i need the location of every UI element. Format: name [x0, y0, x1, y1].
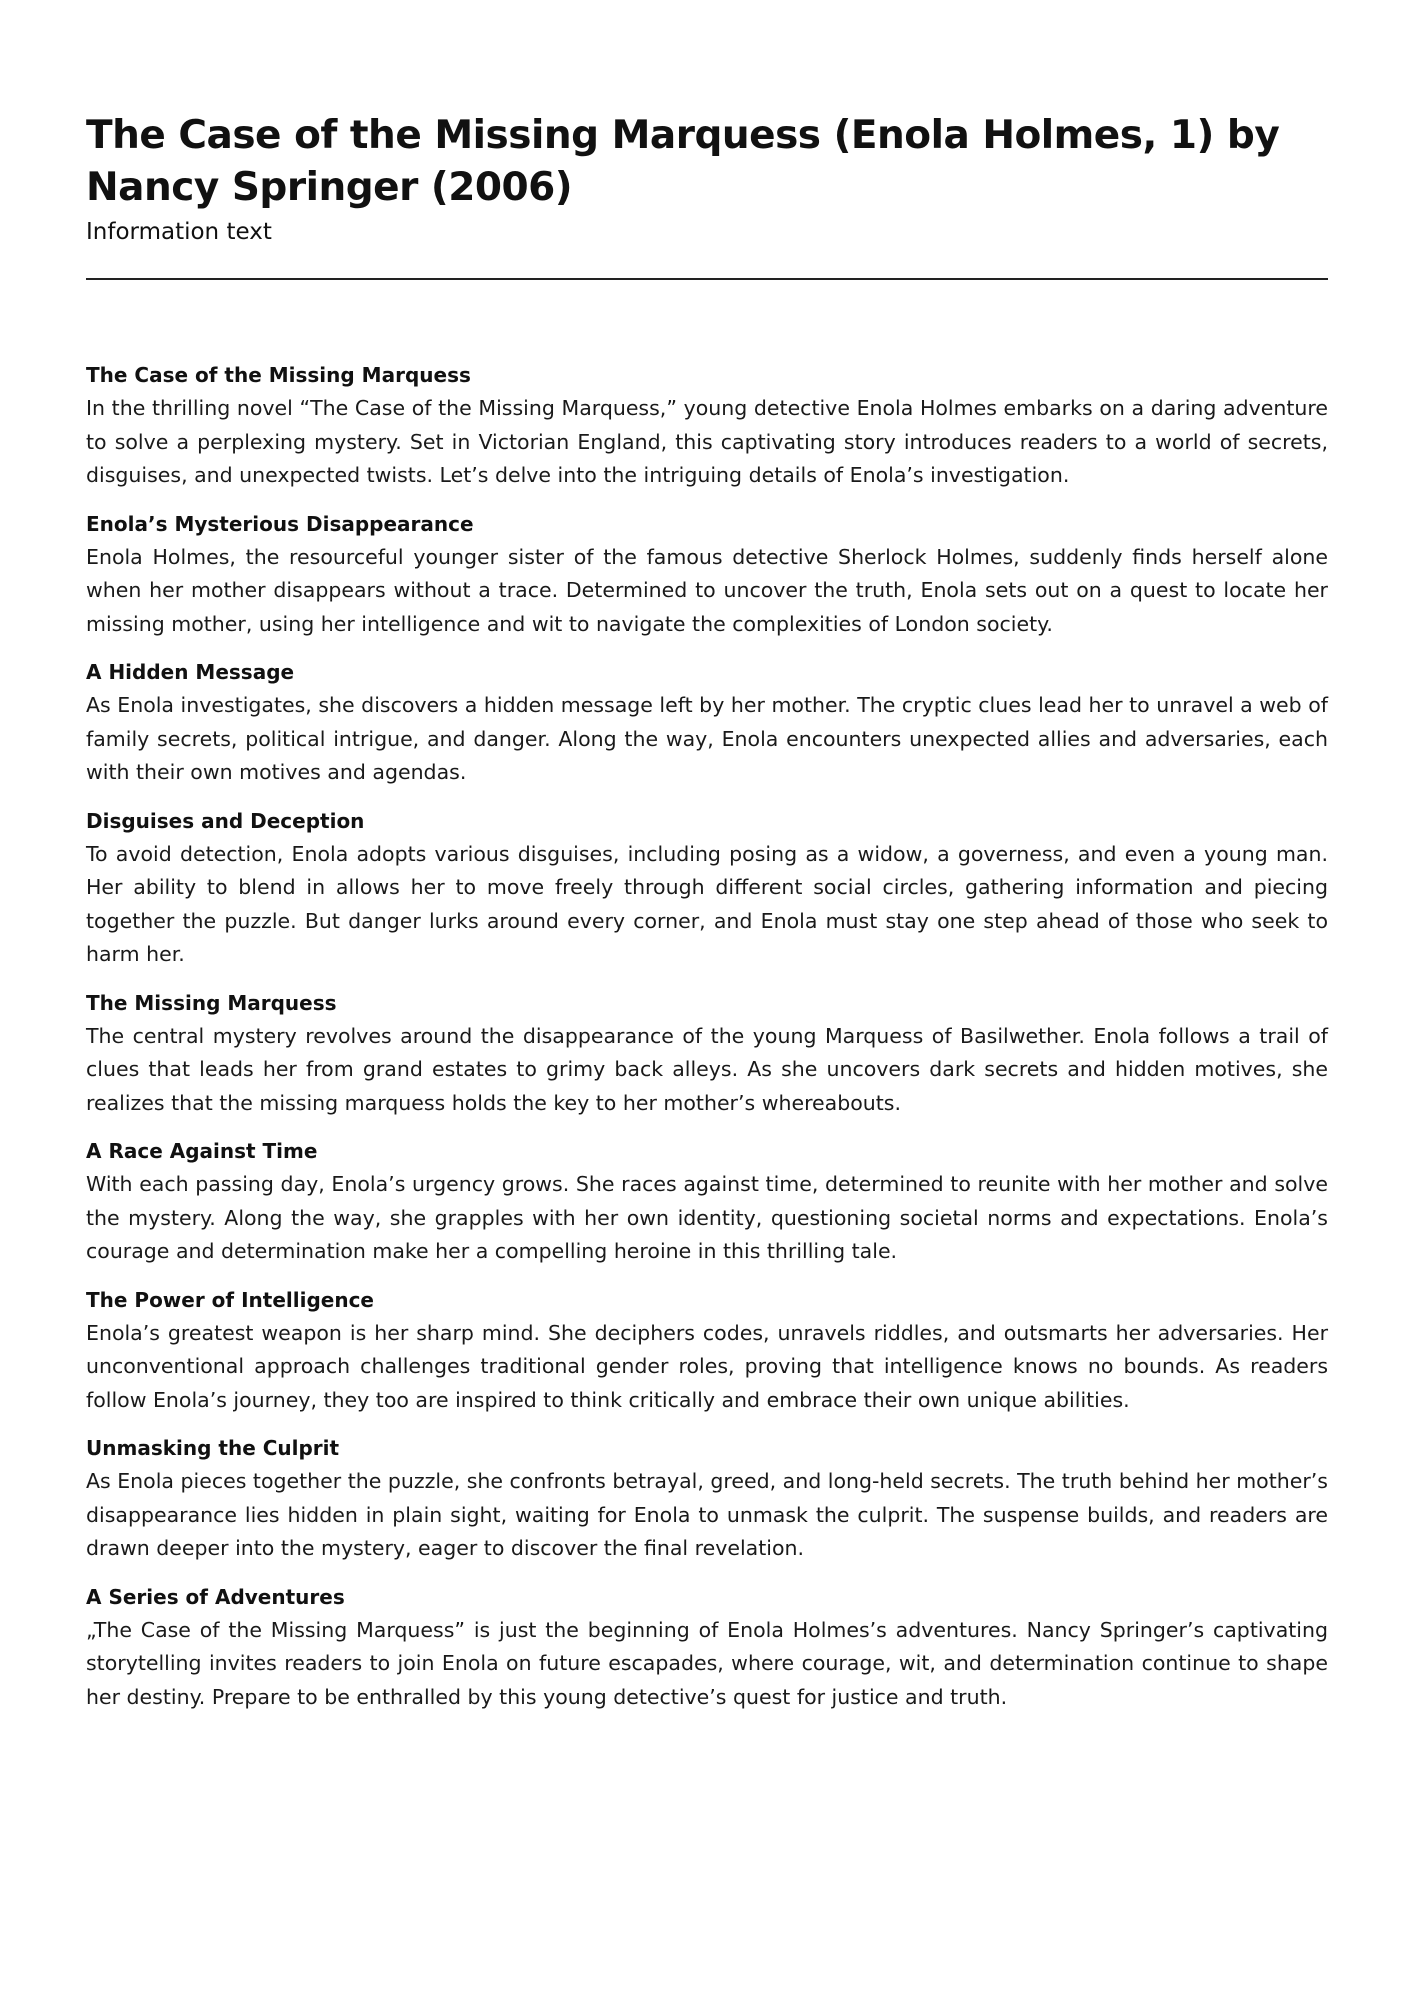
section-heading: Unmasking the Culprit	[86, 1436, 340, 1460]
document-subtitle: Information text	[86, 219, 272, 245]
section-body: In the thrilling novel “The Case of the Missing Marquess,” young detective Enola Holmes embarks on a daring adventure to solve a perplexing mystery. Set in Victorian England, this captivating story introduces readers to a world of secrets, disguises, and unexpected twists. Let’s delve into the intriguing details of Enola’s investigation.	[86, 396, 1328, 487]
section-mysterious-disappearance	[86, 507, 1328, 642]
section-race-against-time	[86, 1134, 1328, 1269]
section-heading: Disguises and Deception	[86, 808, 365, 833]
section-heading: A Hidden Message	[86, 660, 295, 684]
section-heading: Enola’s Mysterious Disappearance	[86, 511, 474, 536]
section-body: To avoid detection, Enola adopts various disguises, including posing as a widow, a governess, and even a young man. Her ability to blend in allows her to move freely through different social circles, gathering information and piecing together the puzzle. But danger lurks around every corner, and Enola must stay one step ahead of those who seek to harm her.	[86, 841, 1328, 966]
section-missing-marquess	[86, 986, 1328, 1121]
section-heading: The Case of the Missing Marquess	[86, 363, 471, 387]
section-introduction	[86, 358, 1328, 493]
document-content	[86, 358, 1328, 1714]
section-body: As Enola investigates, she discovers a hidden message left by her mother. The cryptic clues lead her to unravel a web of family secrets, political intrigue, and danger. Along the way, Enola encounters unexpected allies and adversaries, each with their own motives and agendas.	[86, 693, 1328, 784]
section-body: Enola’s greatest weapon is her sharp mind. She deciphers codes, unravels riddles, and outsmarts her adversaries. Her unconventional approach challenges traditional gender roles, proving that intelligence knows no bounds. As readers follow Enola’s journey, they too are inspired to think critically and embrace their own unique abilities.	[86, 1320, 1328, 1412]
section-body: „The Case of the Missing Marquess” is just the beginning of Enola Holmes’s adventures. Nancy Springer’s captivating storytelling invites readers to join Enola on future escapades, where courage, wit, and determination continue to shape her destiny. Prepare to be enthralled by this young detective’s quest for justice and truth.	[86, 1617, 1328, 1709]
section-heading: A Series of Adventures	[86, 1584, 345, 1609]
section-power-of-intelligence	[86, 1283, 1328, 1418]
section-body: Enola Holmes, the resourceful younger sister of the famous detective Sherlock Holmes, suddenly finds herself alone when her mother disappears without a trace. Determined to uncover the truth, Enola sets out on a quest to locate her missing mother, using her intelligence and wit to navigate the complexities of London society.	[86, 544, 1328, 636]
section-series-of-adventures	[86, 1580, 1328, 1715]
section-disguises	[86, 804, 1328, 972]
section-heading: The Missing Marquess	[86, 990, 337, 1015]
section-body: With each passing day, Enola’s urgency grows. She races against time, determined to reunite with her mother and solve the mystery. Along the way, she grapples with her own identity, questioning societal norms and expectations. Enola’s courage and determination make her a compelling heroine in this thrilling tale.	[86, 1172, 1328, 1263]
section-unmasking-culprit	[86, 1431, 1328, 1566]
section-body: The central mystery revolves around the disappearance of the young Marquess of Basilwether. Enola follows a trail of clues that leads her from grand estates to grimy back alleys. As she uncovers dark secrets and hidden motives, she realizes that the missing marquess holds the key to her mother’s whereabouts.	[86, 1023, 1328, 1115]
document-title: The Case of the Missing Marquess (Enola Holmes, 1) by Nancy Springer (2006)	[86, 113, 1280, 210]
section-heading: A Race Against Time	[86, 1139, 318, 1163]
section-heading: The Power of Intelligence	[86, 1287, 374, 1312]
section-body: As Enola pieces together the puzzle, she confronts betrayal, greed, and long-held secrets. The truth behind her mother’s disappearance lies hidden in plain sight, waiting for Enola to unmask the culprit. The suspense builds, and readers are drawn deeper into the mystery, eager to discover the final revelation.	[86, 1469, 1328, 1560]
section-hidden-message	[86, 655, 1328, 790]
title-divider	[86, 278, 1328, 280]
